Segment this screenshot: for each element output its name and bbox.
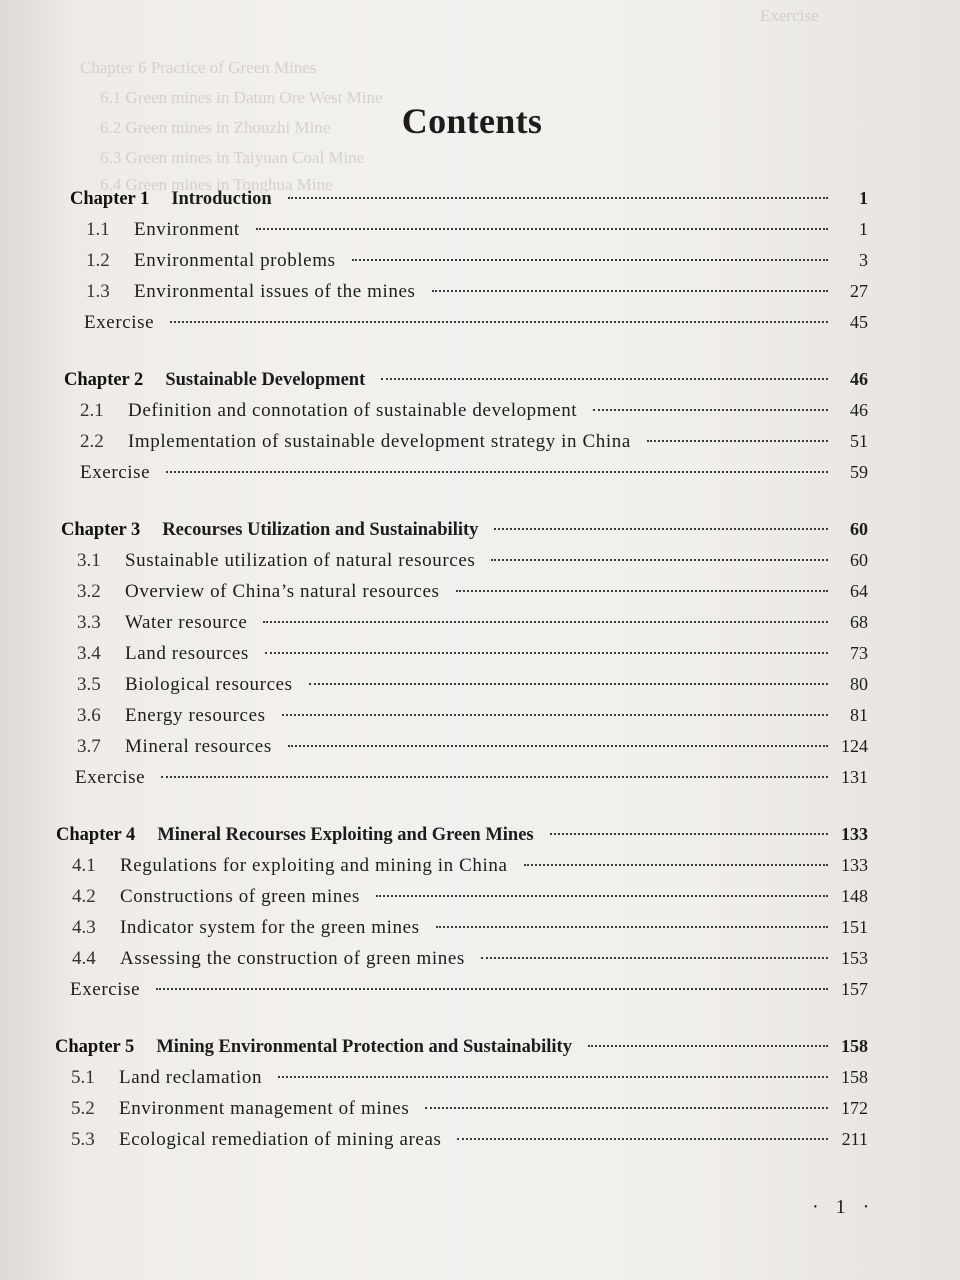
- section-title: Land reclamation: [119, 1067, 263, 1088]
- chapter-title: Mining Environmental Protection and Sustainability: [156, 1037, 572, 1057]
- page-number: 153: [841, 948, 868, 968]
- page-number: 46: [850, 400, 868, 420]
- section-title: Ecological remediation of mining areas: [119, 1129, 442, 1150]
- toc-entry-row[interactable]: [71, 1129, 960, 1160]
- toc-entry-row[interactable]: [71, 1098, 960, 1129]
- chapter-2: [64, 369, 960, 493]
- chapter-label: Chapter 1: [70, 189, 150, 209]
- section-title: Environment management of mines: [119, 1098, 410, 1119]
- section-number: 3.5: [77, 674, 101, 695]
- page-number: 51: [850, 431, 868, 451]
- show-through-line: Exercise: [760, 6, 819, 25]
- page-number: 60: [850, 550, 868, 570]
- leader-dots: [550, 833, 828, 835]
- leader-dots: [278, 1076, 828, 1078]
- toc-exercise-row[interactable]: [75, 767, 960, 798]
- toc-exercise-row[interactable]: [70, 979, 960, 1010]
- section-number: 1.3: [86, 281, 110, 302]
- page-number: 1: [859, 188, 868, 208]
- toc-entry-row[interactable]: [77, 581, 960, 612]
- chapter-label: Chapter 5: [55, 1037, 135, 1057]
- section-number: 3.7: [77, 736, 101, 757]
- exercise-label: Exercise: [84, 312, 155, 333]
- leader-dots: [309, 683, 828, 685]
- section-number: 3.4: [77, 643, 101, 664]
- page-number: 46: [850, 369, 868, 389]
- chapter-label: Chapter 4: [56, 825, 136, 845]
- toc-entry-row[interactable]: [86, 250, 960, 281]
- chapter-5: [55, 1036, 960, 1160]
- toc-entry-row[interactable]: [72, 948, 960, 979]
- leader-dots: [481, 957, 828, 959]
- section-number: 2.1: [80, 400, 104, 421]
- leader-dots: [256, 228, 828, 230]
- page-number: 81: [850, 705, 868, 725]
- page-number: 27: [850, 281, 868, 301]
- section-number: 4.2: [72, 886, 96, 907]
- section-number: 4.4: [72, 948, 96, 969]
- leader-dots: [352, 259, 828, 261]
- section-title: Constructions of green mines: [120, 886, 361, 907]
- section-number: 3.6: [77, 705, 101, 726]
- section-number: 5.3: [71, 1129, 95, 1150]
- show-through-line: 6.4 Green mines in Tonghua Mine: [100, 175, 333, 194]
- exercise-label: Exercise: [70, 979, 141, 1000]
- page-title: Contents: [401, 101, 543, 141]
- page-number: 211: [841, 1129, 868, 1149]
- page-number: 59: [850, 462, 868, 482]
- toc-entry-row[interactable]: [77, 736, 960, 767]
- section-number: 3.2: [77, 581, 101, 602]
- toc-entry-row[interactable]: [72, 886, 960, 917]
- section-title: Definition and connotation of sustainable development: [128, 400, 578, 421]
- chapter-label: Chapter 2: [64, 370, 144, 390]
- leader-dots: [161, 776, 828, 778]
- section-number: 4.1: [72, 855, 96, 876]
- leader-dots: [166, 471, 828, 473]
- section-title: Sustainable utilization of natural resources: [125, 550, 476, 571]
- section-title: Environmental problems: [134, 250, 336, 271]
- exercise-label: Exercise: [75, 767, 146, 788]
- show-through-line: 6.2 Green mines in Zhouzhi Mine: [100, 118, 331, 137]
- toc-entry-row[interactable]: [77, 550, 960, 581]
- toc-entry-row[interactable]: [86, 219, 960, 250]
- leader-dots: [288, 745, 828, 747]
- section-title: Environment: [134, 219, 240, 240]
- section-number: 1.2: [86, 250, 110, 271]
- leader-dots: [456, 590, 829, 592]
- toc-entry-row[interactable]: [80, 400, 960, 431]
- chapter-title: Mineral Recourses Exploiting and Green Mines: [157, 825, 534, 845]
- section-number: 5.1: [71, 1067, 95, 1088]
- leader-dots: [425, 1107, 828, 1109]
- toc-entry-row[interactable]: [72, 917, 960, 948]
- toc-entry-row[interactable]: [71, 1067, 960, 1098]
- leader-dots: [647, 440, 828, 442]
- section-title: Implementation of sustainable development strategy in China: [128, 431, 631, 452]
- leader-dots: [170, 321, 828, 323]
- toc-entry-row[interactable]: [77, 612, 960, 643]
- toc-exercise-row[interactable]: [80, 462, 960, 493]
- page-number: 148: [841, 886, 868, 906]
- section-title: Mineral resources: [125, 736, 272, 757]
- page-number: 68: [850, 612, 868, 632]
- section-number: 3.3: [77, 612, 101, 633]
- chapter-title: Sustainable Development: [165, 370, 366, 390]
- toc-exercise-row[interactable]: [84, 312, 960, 343]
- section-number: 3.1: [77, 550, 101, 571]
- leader-dots: [524, 864, 828, 866]
- leader-dots: [588, 1045, 828, 1047]
- exercise-label: Exercise: [80, 462, 151, 483]
- page-number: 45: [850, 312, 868, 332]
- leader-dots: [381, 378, 828, 380]
- chapter-1: [70, 188, 960, 343]
- chapter-4: [56, 824, 960, 1010]
- page-number: 3: [859, 250, 868, 270]
- page-number: 158: [841, 1067, 868, 1087]
- leader-dots: [593, 409, 828, 411]
- page-number: 64: [850, 581, 868, 601]
- leader-dots: [156, 988, 828, 990]
- section-title: Energy resources: [125, 705, 266, 726]
- section-title: Environmental issues of the mines: [134, 281, 416, 302]
- page-number: 158: [841, 1036, 868, 1056]
- leader-dots: [263, 621, 828, 623]
- section-title: Land resources: [125, 643, 249, 664]
- toc-entry-row[interactable]: [77, 643, 960, 674]
- toc-entry-row[interactable]: [86, 281, 960, 312]
- toc-chapter-row[interactable]: [64, 369, 960, 400]
- page-number: 172: [841, 1098, 868, 1118]
- page-number: 133: [841, 824, 868, 844]
- page-number: 124: [841, 736, 868, 756]
- section-number: 5.2: [71, 1098, 95, 1119]
- page-number: 157: [841, 979, 868, 999]
- leader-dots: [288, 197, 828, 199]
- leader-dots: [432, 290, 828, 292]
- leader-dots: [282, 714, 828, 716]
- toc-chapter-row[interactable]: [56, 824, 960, 855]
- page-footer-number: · 1 ·: [812, 1196, 876, 1218]
- toc-entry-row[interactable]: [77, 674, 960, 705]
- show-through-line: Chapter 6 Practice of Green Mines: [80, 58, 317, 77]
- page-number: 73: [850, 643, 868, 663]
- table-of-contents: [0, 188, 960, 1186]
- leader-dots: [494, 528, 828, 530]
- toc-chapter-row[interactable]: [61, 519, 960, 550]
- chapter-3: [61, 519, 960, 798]
- leader-dots: [265, 652, 828, 654]
- page-number: 60: [850, 519, 868, 539]
- section-title: Overview of China’s natural resources: [125, 581, 440, 602]
- page-number: 1: [859, 219, 868, 239]
- show-through-line: 6.3 Green mines in Taiyuan Coal Mine: [100, 148, 365, 167]
- toc-chapter-row[interactable]: [70, 188, 960, 219]
- page-number: 80: [850, 674, 868, 694]
- show-through-line: 6.1 Green mines in Datun Ore West Mine: [100, 88, 383, 107]
- section-title: Indicator system for the green mines: [120, 917, 420, 938]
- leader-dots: [491, 559, 828, 561]
- toc-chapter-row[interactable]: [55, 1036, 960, 1067]
- page-number: 131: [841, 767, 868, 787]
- chapter-title: Recourses Utilization and Sustainability: [162, 520, 479, 540]
- leader-dots: [457, 1138, 828, 1140]
- section-title: Biological resources: [125, 674, 293, 695]
- toc-entry-row[interactable]: [72, 855, 960, 886]
- section-number: 4.3: [72, 917, 96, 938]
- page-number: 151: [841, 917, 868, 937]
- toc-entry-row[interactable]: [77, 705, 960, 736]
- page-number: 133: [841, 855, 868, 875]
- section-number: 2.2: [80, 431, 104, 452]
- section-number: 1.1: [86, 219, 110, 240]
- section-title: Water resource: [125, 612, 248, 633]
- section-title: Assessing the construction of green mines: [120, 948, 465, 969]
- section-title: Regulations for exploiting and mining in China: [120, 855, 508, 876]
- toc-entry-row[interactable]: [80, 431, 960, 462]
- leader-dots: [376, 895, 828, 897]
- leader-dots: [436, 926, 828, 928]
- chapter-title: Introduction: [171, 189, 272, 209]
- chapter-label: Chapter 3: [61, 520, 141, 540]
